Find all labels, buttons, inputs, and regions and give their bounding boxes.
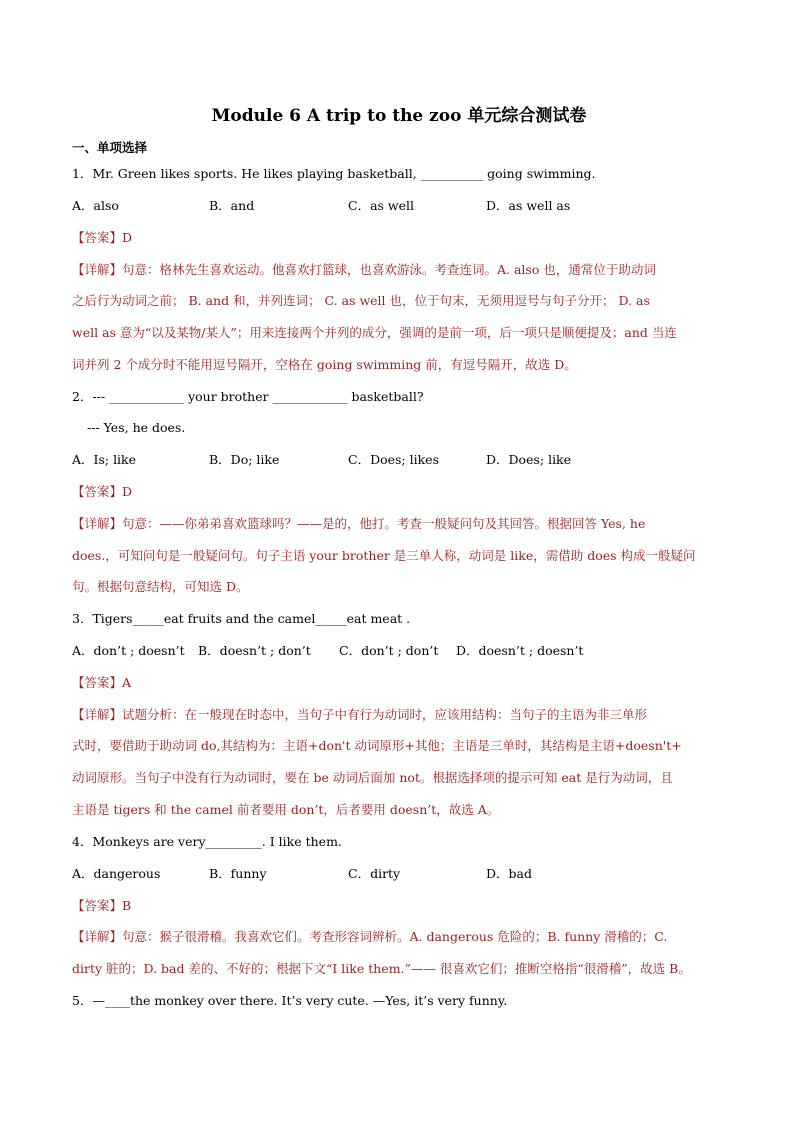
question-2-detail-line: 【详解】句意：——你弟弟喜欢篮球吗？——是的，他打。考查一般疑问句及其回答。根据回答 Yes, he bbox=[72, 516, 646, 531]
question-2-option-c: C．Does; likes bbox=[348, 452, 439, 467]
question-3-answer: 【答案】A bbox=[72, 675, 132, 690]
question-3-detail-line: 主语是 tigers 和 the camel 前者要用 don’t，后者要用 doesn’t，故选 A。 bbox=[72, 802, 500, 817]
question-2-answer: 【答案】D bbox=[72, 484, 133, 499]
question-4-option-a: A．dangerous bbox=[72, 866, 161, 881]
question-1-detail-line: 词并列 2 个成分时不能用逗号隔开，空格在 going swimming 前，有逗号隔开，故选 D。 bbox=[72, 357, 577, 372]
question-1-detail-line: 【详解】句意：格林先生喜欢运动。他喜欢打篮球，也喜欢游泳。考查连词。A. also 也，通常位于助动词 bbox=[72, 262, 656, 277]
question-3-option-c: C．don’t ; don’t bbox=[339, 643, 439, 658]
question-2-option-d: D．Does; like bbox=[486, 452, 572, 467]
question-1-option-c: C．as well bbox=[348, 198, 414, 213]
question-2-option-b: B．Do; like bbox=[209, 452, 280, 467]
question-1-stem: 1．Mr. Green likes sports. He likes playing basketball, __________ going swimming. bbox=[72, 166, 596, 181]
question-3-detail-line: 【详解】试题分析：在一般现在时态中，当句子中有行为动词时，应该用结构：当句子的主语为非三单形 bbox=[72, 707, 648, 722]
question-3-option-a: A．don’t ; doesn’t bbox=[72, 643, 185, 658]
question-3-option-b: B．doesn’t ; don’t bbox=[198, 643, 311, 658]
question-2-reply: --- Yes, he does. bbox=[87, 420, 186, 435]
question-1-option-d: D．as well as bbox=[486, 198, 571, 213]
question-4-stem: 4．Monkeys are very_________. I like them. bbox=[72, 834, 342, 849]
question-2-option-a: A．Is; like bbox=[72, 452, 137, 467]
question-2-detail-line: 句。根据句意结构，可知选 D。 bbox=[72, 579, 249, 594]
question-3-detail-line: 式时，要借助于助动词 do,其结构为：主语+don't 动词原形+其他；主语是三单时，其结构是主语+doesn't+ bbox=[72, 738, 682, 753]
question-1-detail-line: 之后行为动词之前； B. and 和，并列连词； C. as well 也，位于句末，无须用逗号与句子分开； D. as bbox=[72, 293, 650, 308]
question-4-detail-line: dirty 脏的；D. bad 差的、不好的；根据下文“I like them.”—— 很喜欢它们；推断空格指“很滑稽”，故选 B。 bbox=[72, 961, 691, 976]
question-3-option-d: D．doesn’t ; doesn’t bbox=[456, 643, 584, 658]
question-2-detail-line: does.，可知问句是一般疑问句。句子主语 your brother 是三单人称，动词是 like，需借助 does 构成一般疑问 bbox=[72, 548, 696, 563]
question-4-option-c: C．dirty bbox=[348, 866, 401, 881]
question-4-answer: 【答案】B bbox=[72, 898, 132, 913]
question-1-option-b: B．and bbox=[209, 198, 255, 213]
question-3-detail-line: 动词原形。当句子中没有行为动词时，要在 be 动词后面加 not。根据选择项的提示可知 eat 是行为动词，且 bbox=[72, 770, 673, 785]
question-2-stem: 2．--- ____________ your brother ____________ basketball? bbox=[72, 389, 424, 404]
question-3-stem: 3．Tigers_____eat fruits and the camel_____eat meat . bbox=[72, 611, 411, 626]
question-4-detail-line: 【详解】句意：猴子很滑稽。我喜欢它们。考查形容词辨析。A. dangerous 危险的；B. funny 滑稽的；C. bbox=[72, 929, 668, 944]
question-4-option-b: B．funny bbox=[209, 866, 267, 881]
page-title: Module 6 A trip to the zoo 单元综合测试卷 bbox=[211, 106, 587, 126]
question-1-detail-line: well as 意为“以及某物/某人”；用来连接两个并列的成分，强调的是前一项，后一项只是顺便提及；and 当连 bbox=[72, 325, 677, 340]
question-4-option-d: D．bad bbox=[486, 866, 532, 881]
question-5-stem: 5．—____the monkey over there. It’s very cute. —Yes, it’s very funny. bbox=[72, 993, 508, 1008]
question-1-option-a: A．also bbox=[72, 198, 119, 213]
section-heading: 一、单项选择 bbox=[72, 140, 148, 155]
question-1-answer: 【答案】D bbox=[72, 230, 133, 245]
